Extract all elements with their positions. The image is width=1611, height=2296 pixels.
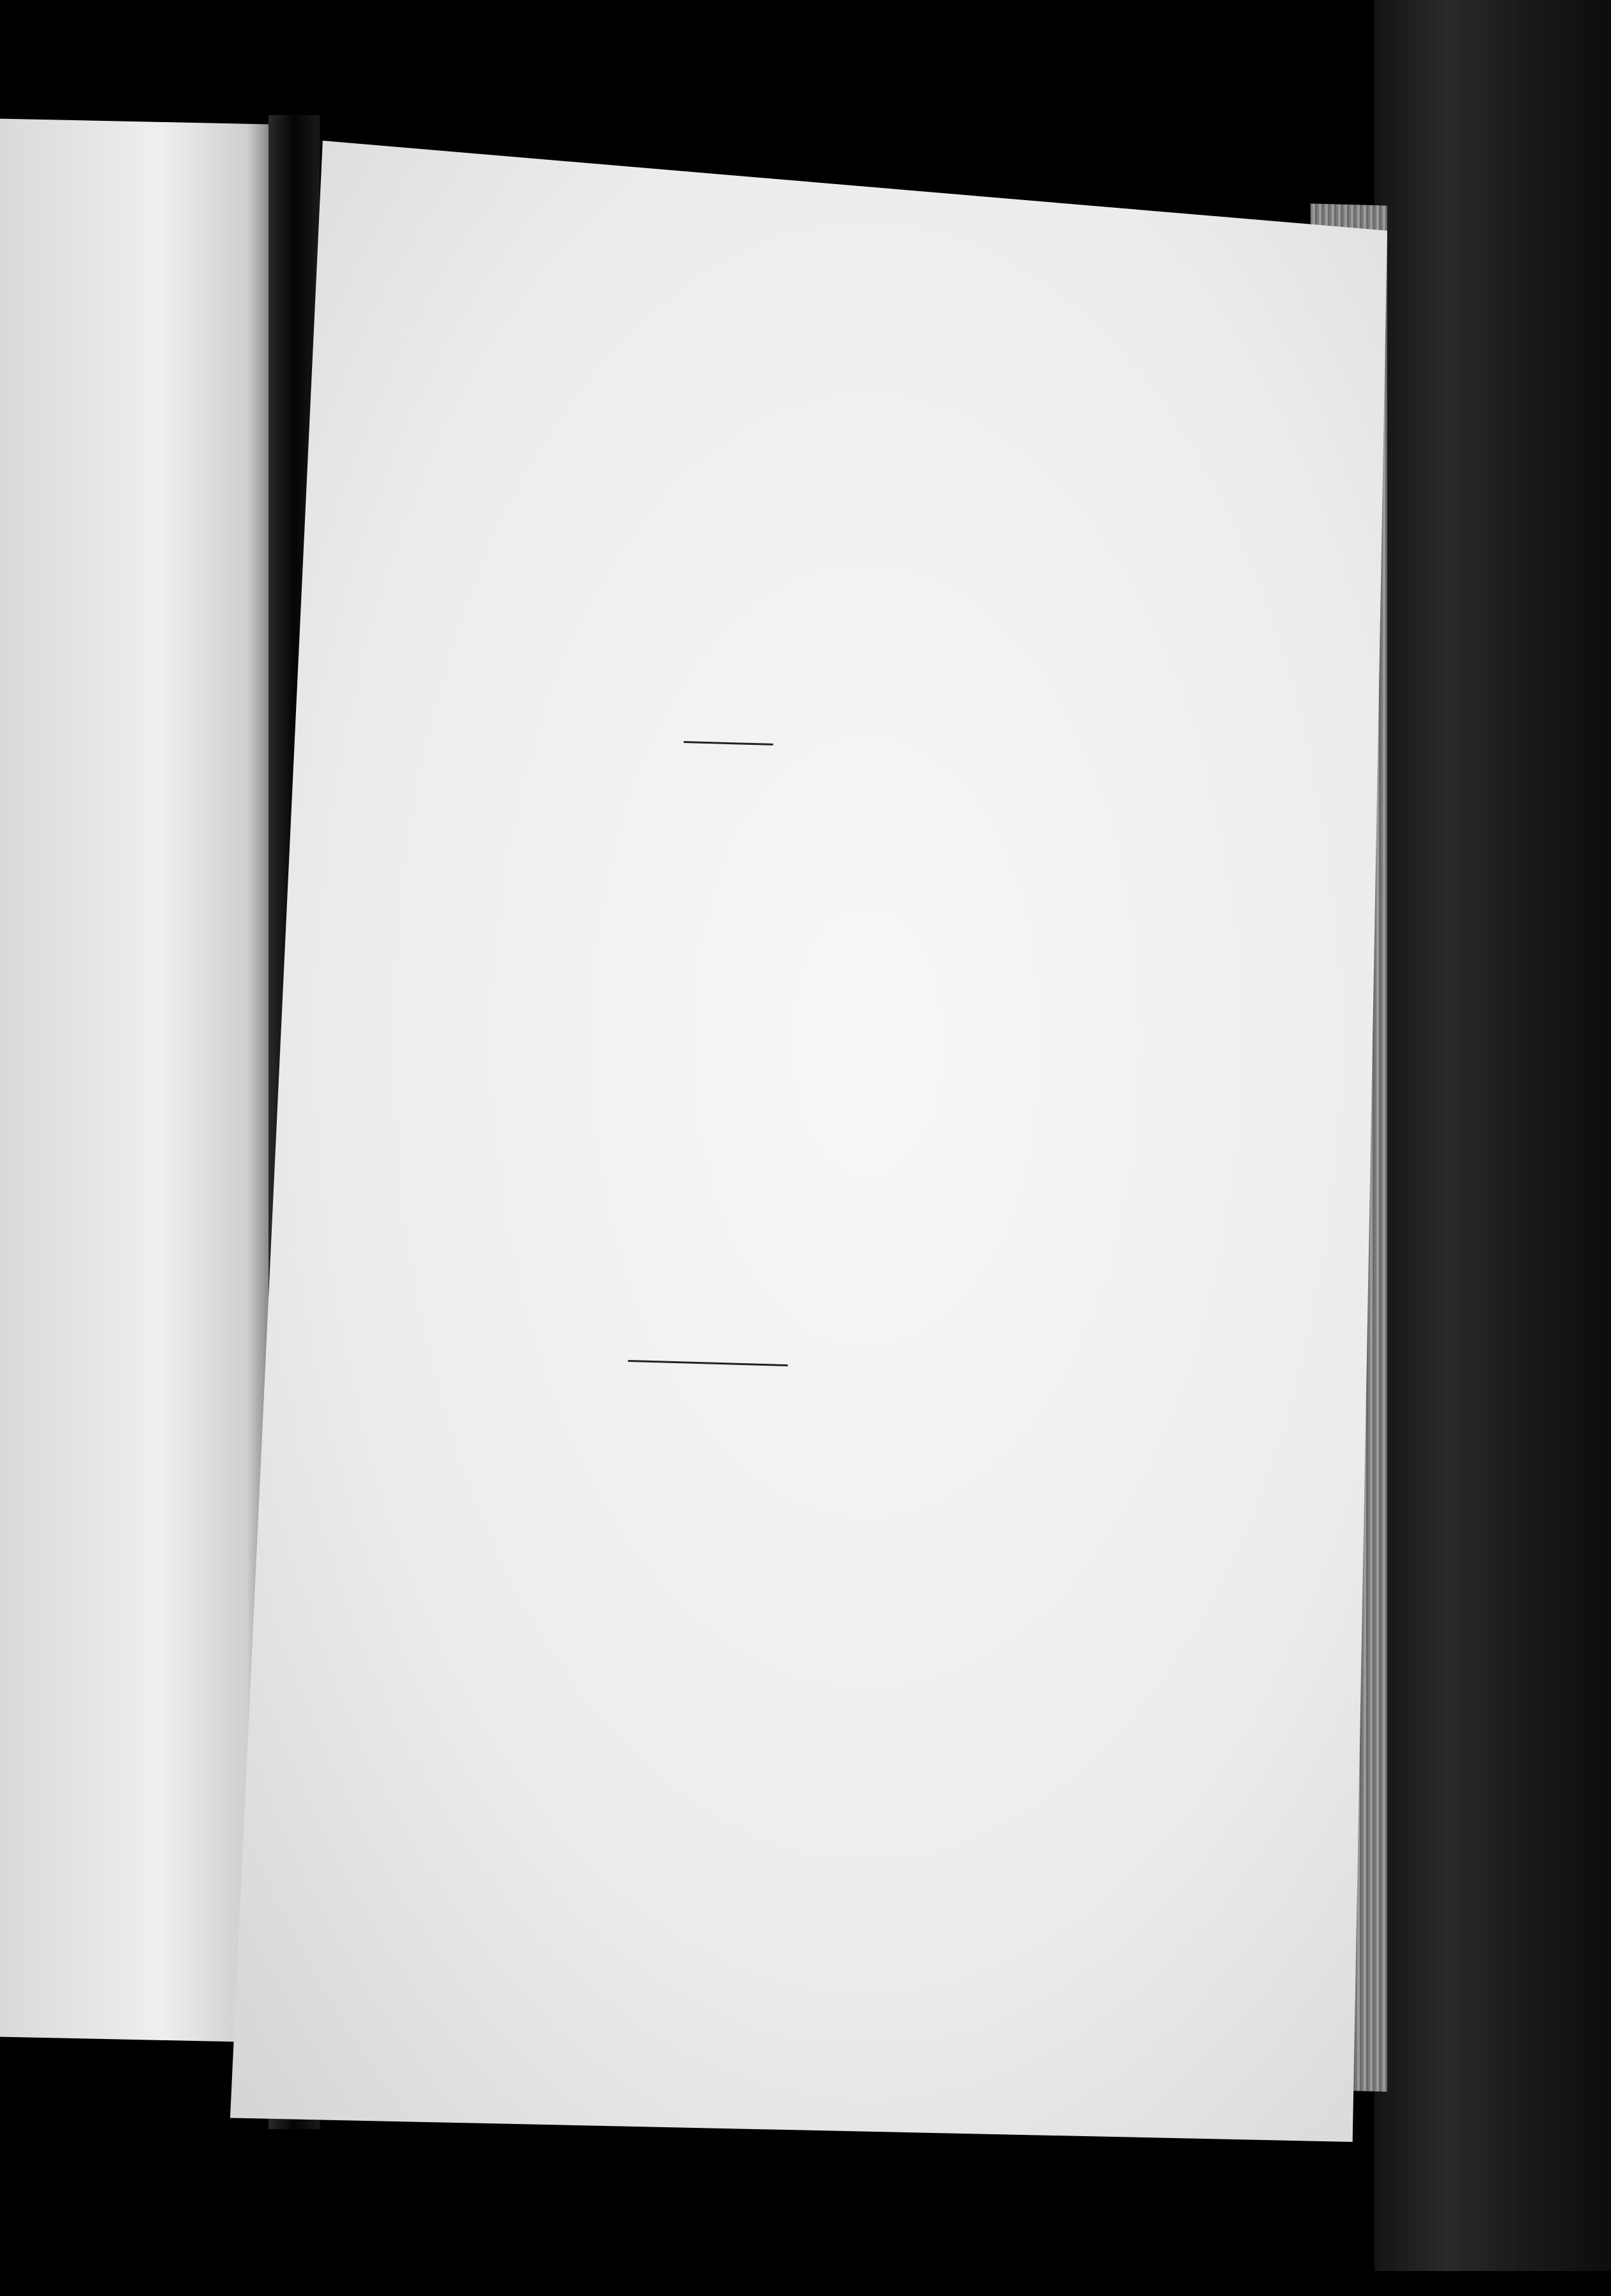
subheading-select-vestries xyxy=(336,827,1129,850)
paragraph-text xyxy=(361,584,362,617)
paragraph-text xyxy=(330,1703,331,1735)
paragraph-synod-assembled xyxy=(315,1530,1109,1591)
session-date xyxy=(318,1482,1110,1504)
paragraph-text xyxy=(363,504,364,537)
paragraph-debate xyxy=(323,1243,1117,1304)
paragraph-text xyxy=(334,1533,335,1566)
carried-label xyxy=(361,584,362,617)
paragraph-scrutineers-lay xyxy=(347,418,1140,441)
paragraph-recommendation xyxy=(332,939,1125,1000)
paragraph-text xyxy=(351,942,352,975)
paragraph-moved-wilson xyxy=(344,501,1137,562)
italic-phrase xyxy=(351,942,352,975)
heading-afternoon-session xyxy=(320,1419,1112,1441)
paragraph-text xyxy=(351,942,352,975)
subheading-lay-delegates xyxy=(313,1664,1105,1687)
heading-consideration-of-motions xyxy=(338,763,1130,786)
paragraph-joseph-report xyxy=(311,1699,1104,1760)
section-divider xyxy=(683,741,773,746)
paragraph-scrutineers-clerical xyxy=(342,581,1135,642)
section-divider xyxy=(628,1360,788,1366)
paragraph-moved-archdeacon xyxy=(334,859,1127,920)
